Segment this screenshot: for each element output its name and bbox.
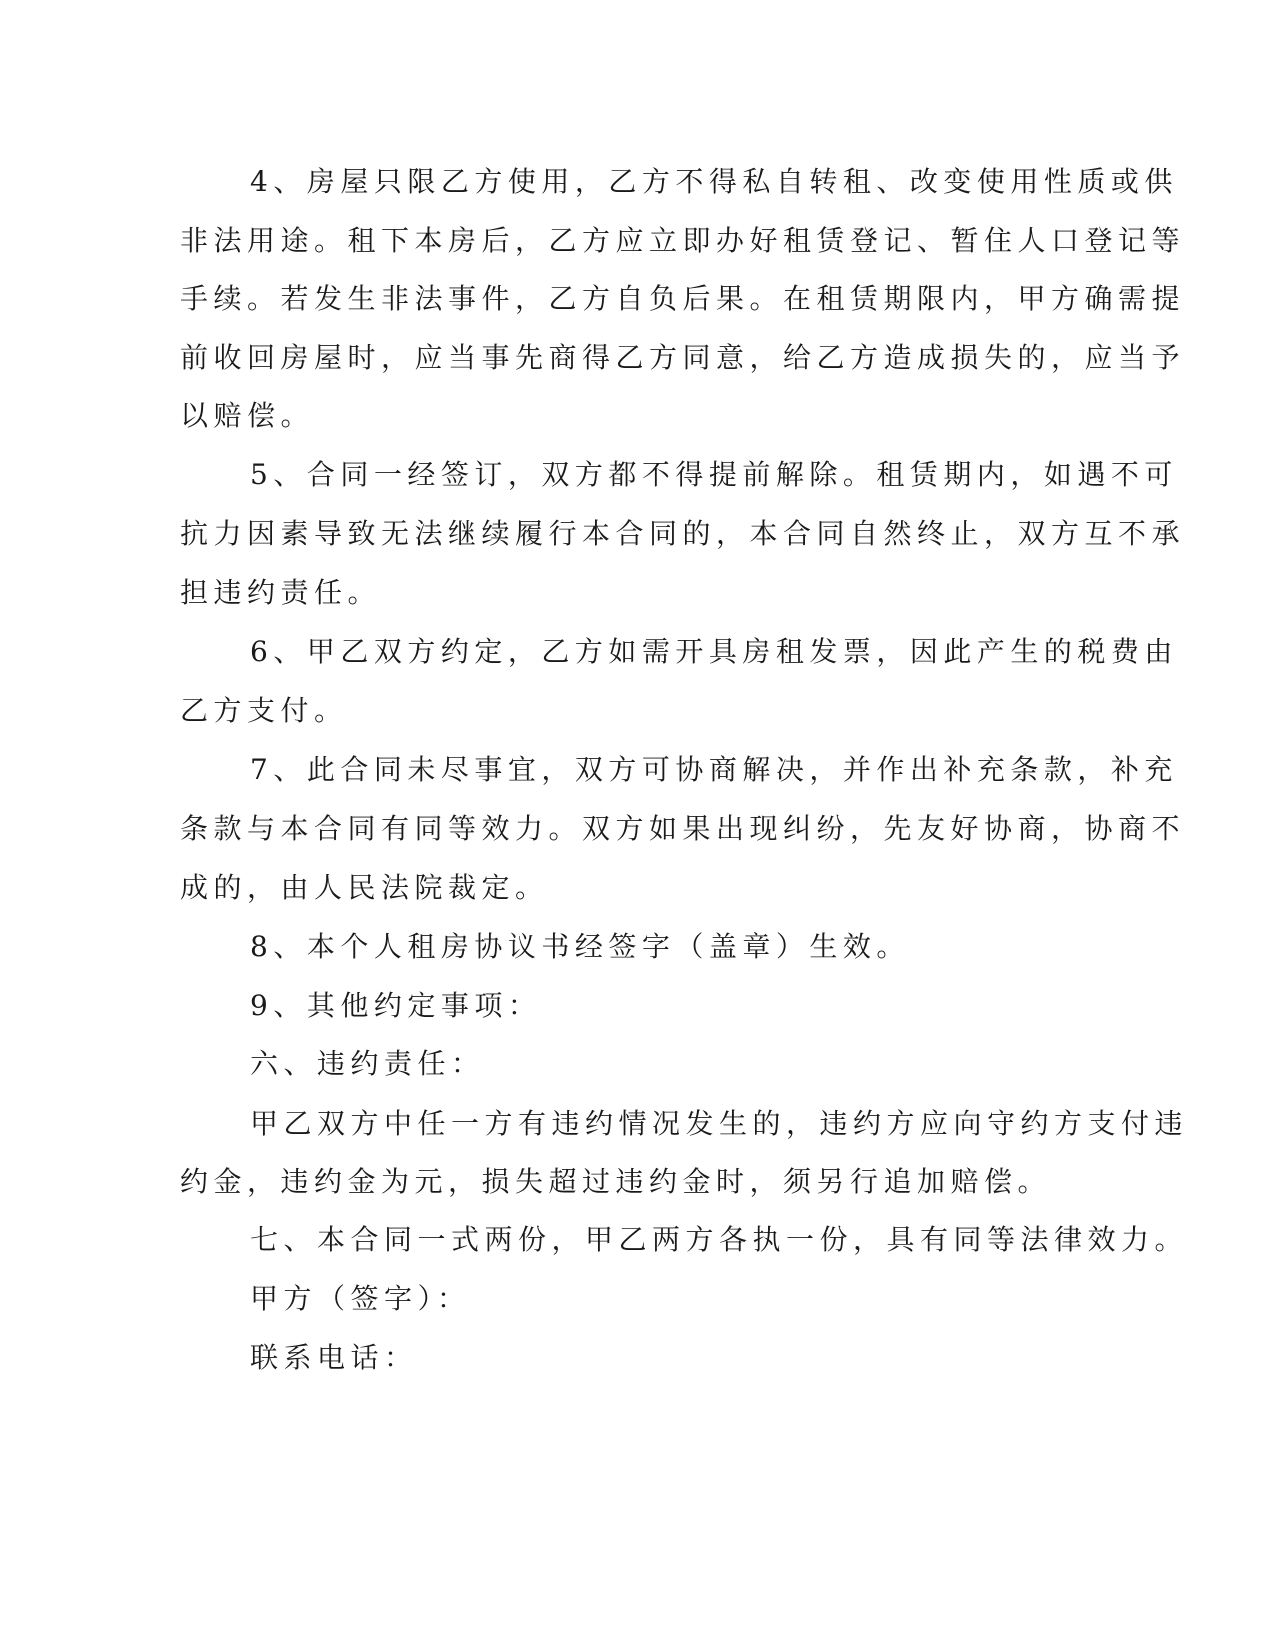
clause-4-line-2: 非法用途。租下本房后，乙方应立即办好租赁登记、暂住人口登记等 bbox=[180, 224, 1186, 257]
clause-7-line-1: 7、此合同未尽事宜，双方可协商解决，并作出补充条款，补充 bbox=[250, 753, 1178, 786]
clause-4-line-5: 以赔偿。 bbox=[180, 399, 315, 432]
clause-5-line-2: 抗力因素导致无法继续履行本合同的，本合同自然终止，双方互不承 bbox=[180, 517, 1186, 550]
clause-8: 8、本个人租房协议书经签字（盖章）生效。 bbox=[250, 930, 910, 963]
clause-4-line-1: 4、房屋只限乙方使用，乙方不得私自转租、改变使用性质或供 bbox=[250, 165, 1178, 198]
clause-4-line-4: 前收回房屋时，应当事先商得乙方同意，给乙方造成损失的，应当予 bbox=[180, 341, 1186, 374]
clause-7-line-2: 条款与本合同有同等效力。双方如果出现纠纷，先友好协商，协商不 bbox=[180, 812, 1186, 845]
section-7: 七、本合同一式两份，甲乙两方各执一份，具有同等法律效力。 bbox=[250, 1223, 1189, 1256]
section-6-body-line-2: 约金，违约金为元，损失超过违约金时，须另行追加赔偿。 bbox=[180, 1165, 1052, 1198]
clause-5-line-1: 5、合同一经签订，双方都不得提前解除。租赁期内，如遇不可 bbox=[250, 458, 1178, 491]
clause-6-line-2: 乙方支付。 bbox=[180, 694, 348, 727]
clause-9: 9、其他约定事项： bbox=[250, 989, 542, 1022]
section-6-heading: 六、违约责任： bbox=[250, 1047, 485, 1080]
clause-6-line-1: 6、甲乙双方约定，乙方如需开具房租发票，因此产生的税费由 bbox=[250, 635, 1178, 668]
contact-phone-label: 联系电话： bbox=[250, 1341, 418, 1374]
clause-5-line-3: 担违约责任。 bbox=[180, 576, 382, 609]
section-6-body-line-1: 甲乙双方中任一方有违约情况发生的，违约方应向守约方支付违 bbox=[250, 1107, 1189, 1140]
party-a-signature-label: 甲方（签字）： bbox=[250, 1282, 471, 1315]
clause-4-line-3: 手续。若发生非法事件，乙方自负后果。在租赁期限内，甲方确需提 bbox=[180, 282, 1186, 315]
clause-7-line-3: 成的，由人民法院裁定。 bbox=[180, 871, 549, 904]
